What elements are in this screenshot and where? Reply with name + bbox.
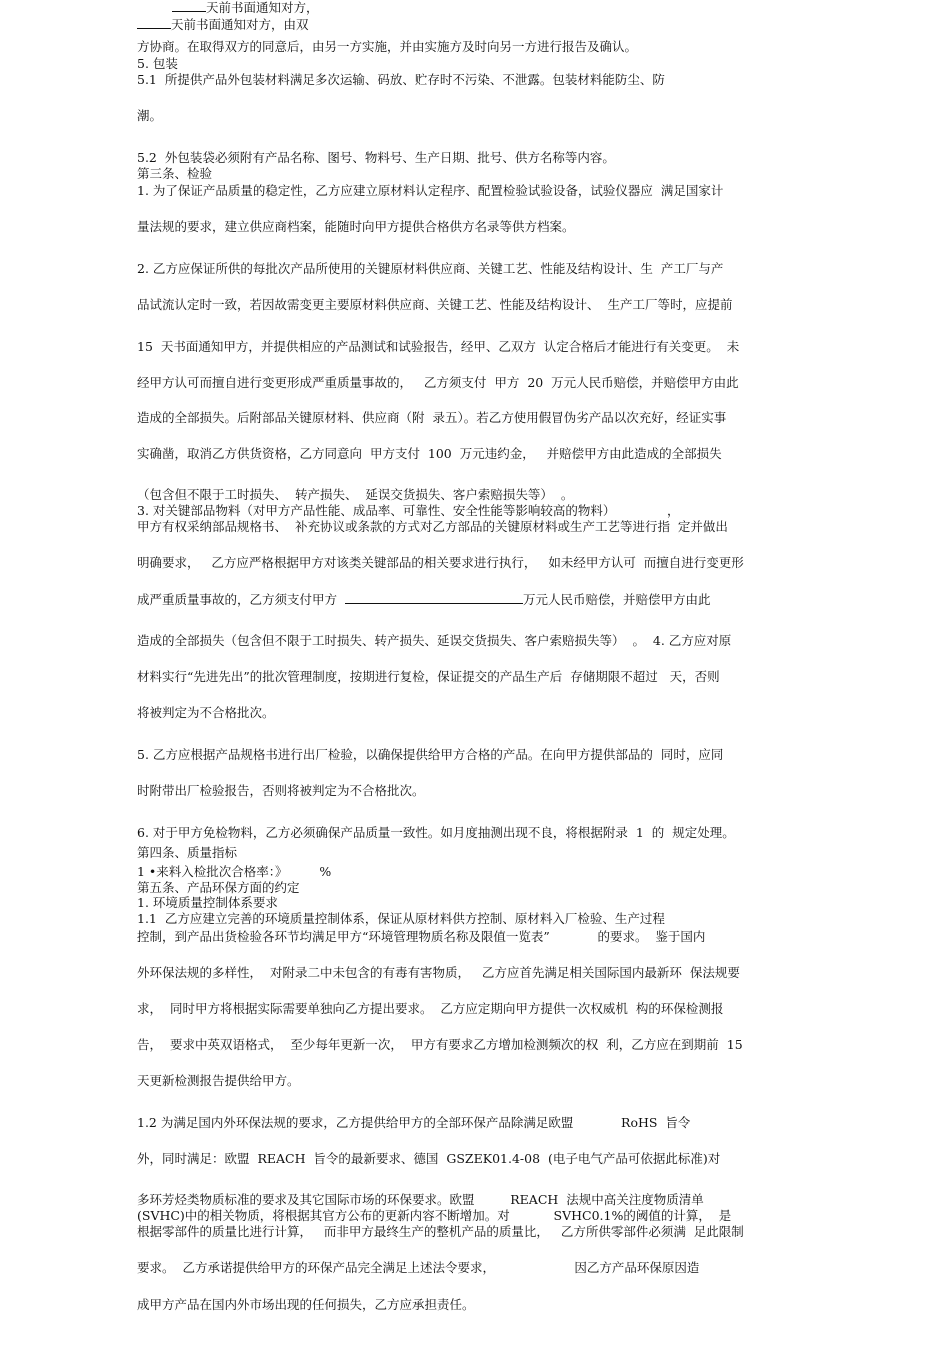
text-line: 天前书面通知对方，由双 xyxy=(137,17,309,33)
text-line: 外环保法规的多样性， 对附录二中未包含的有毒有害物质， 乙方应首先满足相关国际国内最新环 保法规要 xyxy=(137,965,740,980)
section-heading: 第三条、检验 xyxy=(137,166,213,181)
text-line: 品试流认定时一致，若因故需变更主要原材料供应商、关键工艺、性能及结构设计、 生产工厂等时，应提前 xyxy=(137,297,733,312)
text-line: 甲方有权采纳部品规格书、 补充协议或条款的方式对乙方部品的关键原材料或生产工艺等进行指 定并做出 xyxy=(137,519,728,534)
text-line: 成严重质量事故的，乙方须支付甲方 万元人民币赔偿，并赔偿甲方由此 xyxy=(137,592,711,607)
text-line: （包含但不限于工时损失、 转产损失、 延误交货损失、客户索赔损失等） 。 xyxy=(137,487,574,502)
text-line: 5.2 外包装袋必须附有产品名称、图号、物料号、生产日期、批号、供方名称等内容。 xyxy=(137,150,615,165)
text-line: 造成的全部损失（包含但不限于工时损失、转产损失、延误交货损失、客户索赔损失等） 。 4. 乙方应对原 xyxy=(137,633,732,648)
text-line: 求， 同时甲方将根据实际需要单独向乙方提出要求。 乙方应定期向甲方提供一次权威机 构的环保检测报 xyxy=(137,1001,724,1016)
section-heading: 第五条、产品环保方面的约定 xyxy=(137,880,300,895)
text-line: 造成的全部损失。后附部品关键原材料、供应商（附 录五）。若乙方使用假冒伪劣产品以次充好，经证实事 xyxy=(137,410,727,425)
section-heading: 5. 包装 xyxy=(137,56,178,71)
text-line: 多环芳烃类物质标准的要求及其它国际市场的环保要求。欧盟 REACH 法规中高关注度物质清单 xyxy=(137,1192,704,1207)
fill-in-blank xyxy=(172,0,206,12)
text-line: 15 天书面通知甲方，并提供相应的产品测试和试验报告，经甲、乙双方 认定合格后才能进行有关变更。 未 xyxy=(137,339,740,354)
text-line: 1. 为了保证产品质量的稳定性，乙方应建立原材料认定程序、配置检验试验设备，试验仪器应 满足国家计 xyxy=(137,183,724,198)
text-line: 告， 要求中英双语格式， 至少每年更新一次， 甲方有要求乙方增加检测频次的权 利，乙方应在到期前 15 xyxy=(137,1037,743,1052)
text-line: 1 •来料入检批次合格率：》 % xyxy=(137,864,332,879)
text-line: 时附带出厂检验报告，否则将被判定为不合格批次。 xyxy=(137,783,425,798)
text-line: 外，同时满足：欧盟 REACH 旨令的最新要求、德国 GSZEK01.4-08 (电子电气产品可依据此标准)对 xyxy=(137,1151,721,1166)
text-line: 天更新检测报告提供给甲方。 xyxy=(137,1073,300,1088)
text-line: 2. 乙方应保证所供的每批次产品所使用的关键原材料供应商、关键工艺、性能及结构设计、生 产工厂与产 xyxy=(137,261,724,276)
text-line: (SVHC)中的相关物质，将根据其官方公布的更新内容不断增加。对 SVHC0.1%的阈值的计算， 是 xyxy=(137,1208,732,1223)
text-line: 要求。 乙方承诺提供给甲方的环保产品完全满足上述法令要求， 因乙方产品环保原因造 xyxy=(137,1260,700,1275)
text-line: 控制，到产品出货检验各环节均满足甲方“环境管理物质名称及限值一览表” 的要求。 鉴于国内 xyxy=(137,929,706,944)
text-line: 方协商。在取得双方的同意后，由另一方实施，并由实施方及时向另一方进行报告及确认。 xyxy=(137,39,638,54)
text-line: 潮。 xyxy=(137,108,163,123)
text-line: 5.1 所提供产品外包装材料满足多次运输、码放、贮存时不污染、不泄露。包装材料能防尘、防 xyxy=(137,72,665,87)
section-heading: 第四条、质量指标 xyxy=(137,845,238,860)
text-line: 1.2 为满足国内外环保法规的要求，乙方提供给甲方的全部环保产品除满足欧盟 RoHS 旨令 xyxy=(137,1115,691,1130)
text-line: 根据零部件的质量比进行计算， 而非甲方最终生产的整机产品的质量比， 乙方所供零部件必须满 足此限制 xyxy=(137,1224,744,1239)
text-line: 实确凿，取消乙方供货资格，乙方同意向 甲方支付 100 万元违约金， 并赔偿甲方由此造成的全部损失 xyxy=(137,446,722,461)
text-line: 经甲方认可而擅自进行变更形成严重质量事故的， 乙方须支付 甲方 20 万元人民币赔偿，并赔偿甲方由此 xyxy=(137,375,739,390)
text-line: 5. 乙方应根据产品规格书进行出厂检验，以确保提供给甲方合格的产品。在向甲方提供部品的 同时，应同 xyxy=(137,747,724,762)
text-line: 天前书面通知对方， xyxy=(172,0,319,16)
fill-in-blank xyxy=(345,592,523,604)
text-line: 将被判定为不合格批次。 xyxy=(137,705,275,720)
text-line: 1.1 乙方应建立完善的环境质量控制体系，保证从原材料供方控制、原材料入厂检验、生产过程 xyxy=(137,911,665,926)
text-line: 材料实行“先进先出”的批次管理制度，按期进行复检，保证提交的产品生产后 存储期限不超过 天，否则 xyxy=(137,669,720,684)
text-line: 量法规的要求，建立供应商档案，能随时向甲方提供合格供方名录等供方档案。 xyxy=(137,219,575,234)
text-line: 3. 对关键部品物料（对甲方产品性能、成品率、可靠性、安全性能等影响较高的物料） ， xyxy=(137,503,680,518)
fill-in-blank xyxy=(137,17,171,29)
text-line: 明确要求， 乙方应严格根据甲方对该类关键部品的相关要求进行执行， 如未经甲方认可 而擅自进行变更形 xyxy=(137,555,744,570)
text-line: 成甲方产品在国内外市场出现的任何损失，乙方应承担责任。 xyxy=(137,1297,475,1312)
text-line: 6. 对于甲方免检物料，乙方必须确保产品质量一致性。如月度抽测出现不良，将根据附录 1 的 规定处理。 xyxy=(137,825,735,840)
text-line: 1. 环境质量控制体系要求 xyxy=(137,895,278,910)
